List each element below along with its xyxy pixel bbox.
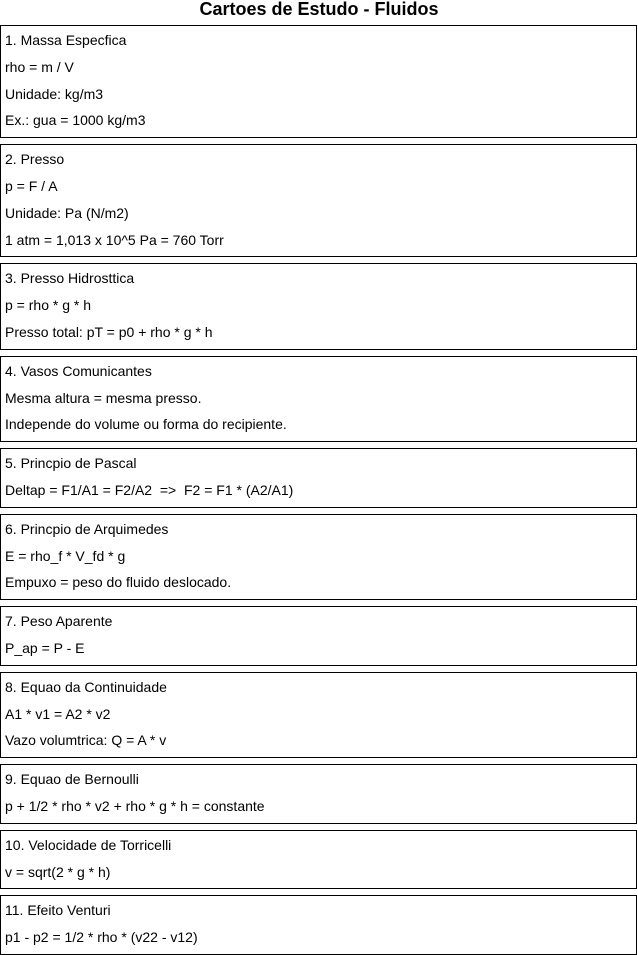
card-line: v = sqrt(2 * g * h) — [5, 863, 111, 880]
card-line: A1 * v1 = A2 * v2 — [5, 705, 111, 722]
card-line: Independe do volume ou forma do recipiente. — [5, 416, 287, 433]
card-line: Deltap = F1/A1 = F2/A2 => F2 = F1 * (A2/A1) — [5, 481, 294, 498]
study-card — [0, 606, 637, 666]
card-line: p = rho * g * h — [5, 297, 92, 314]
study-card — [0, 25, 637, 138]
card-heading: 6. Princpio de Arquimedes — [5, 520, 169, 537]
card-heading: 8. Equao da Continuidade — [5, 678, 167, 695]
card-heading: 11. Efeito Venturi — [5, 902, 111, 919]
study-card — [0, 764, 637, 824]
card-line: p + 1/2 * rho * v2 + rho * g * h = constante — [5, 797, 265, 814]
study-card — [0, 830, 637, 890]
study-card — [0, 448, 637, 508]
card-heading: 3. Presso Hidrosttica — [5, 270, 135, 287]
card-line: 1 atm = 1,013 x 10^5 Pa = 760 Torr — [5, 231, 224, 248]
card-heading: 5. Princpio de Pascal — [5, 455, 137, 472]
study-card — [0, 895, 637, 955]
card-line: E = rho_f * V_fd * g — [5, 547, 126, 564]
card-line: Empuxo = peso do fluido deslocado. — [5, 574, 232, 591]
page-title: Cartoes de Estudo - Fluidos — [199, 0, 439, 19]
card-line: p = F / A — [5, 177, 58, 194]
card-heading: 7. Peso Aparente — [5, 613, 113, 630]
card-heading: 4. Vasos Comunicantes — [5, 362, 152, 379]
study-card — [0, 514, 637, 600]
card-line: p1 - p2 = 1/2 * rho * (v22 - v12) — [5, 929, 198, 946]
card-line: Mesma altura = mesma presso. — [5, 389, 202, 406]
card-heading: 9. Equao de Bernoulli — [5, 771, 139, 788]
study-cards-list — [0, 25, 638, 955]
card-heading: 1. Massa Especfica — [5, 32, 127, 48]
study-card — [0, 144, 637, 257]
card-line: P_ap = P - E — [5, 639, 85, 656]
card-line: rho = m / V — [5, 58, 74, 75]
card-line: Vazo volumtrica: Q = A * v — [5, 732, 167, 749]
card-line: Presso total: pT = p0 + rho * g * h — [5, 323, 213, 340]
card-heading: 2. Presso — [5, 151, 65, 168]
study-card — [0, 263, 637, 349]
card-line: Unidade: kg/m3 — [5, 85, 104, 102]
study-card — [0, 356, 637, 442]
card-line: Unidade: Pa (N/m2) — [5, 204, 129, 221]
card-line: Ex.: gua = 1000 kg/m3 — [5, 112, 146, 129]
study-card — [0, 672, 637, 758]
card-heading: 10. Velocidade de Torricelli — [5, 836, 172, 853]
